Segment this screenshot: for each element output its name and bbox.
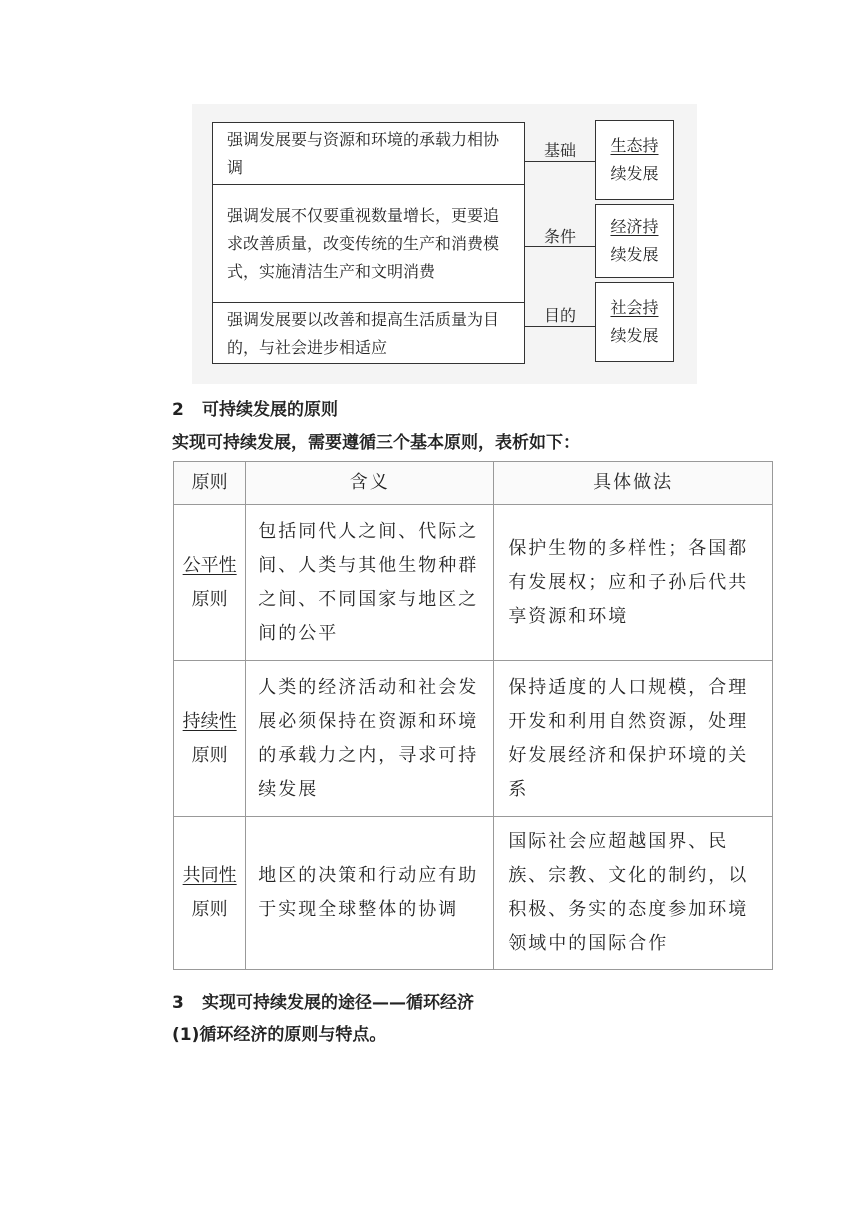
diagram-left-item-1: 强调发展要与资源和环境的承载力相协调 — [213, 123, 524, 185]
connector-line-3 — [525, 326, 595, 327]
connector-label-purpose: 目的 — [543, 306, 576, 325]
principle-cell: 持续性 原则 — [174, 661, 246, 817]
practice-cell: 保持适度的人口规模，合理开发和利用自然资源，处理好发展经济和保护环境的关系 — [494, 661, 773, 817]
table-row — [174, 505, 773, 661]
sustainability-diagram — [192, 104, 697, 384]
header-principle: 原则 — [174, 462, 246, 505]
section-3-heading: 3 实现可持续发展的途径——循环经济 — [172, 993, 474, 1013]
table-row — [174, 817, 773, 970]
principle-cell: 公平性 原则 — [174, 505, 246, 661]
table-header-row — [174, 462, 773, 505]
connector-label-foundation: 基础 — [543, 141, 576, 160]
meaning-cell: 人类的经济活动和社会发展必须保持在资源和环境的承载力之内，寻求可持续发展 — [246, 661, 494, 817]
section-2-intro: 实现可持续发展，需要遵循三个基本原则，表析如下： — [172, 433, 580, 453]
connector-line-2 — [525, 246, 595, 247]
diagram-left-item-3: 强调发展要以改善和提高生活质量为目的，与社会进步相适应 — [227, 310, 500, 357]
principles-table — [173, 461, 773, 970]
section-2-heading: 2 可持续发展的原则 — [172, 400, 338, 420]
diagram-right-ecological: 生态持 续发展 — [595, 120, 674, 200]
diagram-right-social: 社会持 续发展 — [595, 282, 674, 362]
section-3-subheading: (1)循环经济的原则与特点。 — [172, 1025, 387, 1045]
principle-cell: 共同性 原则 — [174, 817, 246, 970]
meaning-cell: 地区的决策和行动应有助于实现全球整体的协调 — [246, 817, 494, 970]
connector-line-1 — [525, 161, 595, 162]
practice-cell: 国际社会应超越国界、民族、宗教、文化的制约，以积极、务实的态度参加环境领域中的国际合作 — [494, 817, 773, 970]
header-practice: 具体做法 — [494, 462, 773, 505]
header-meaning: 含义 — [246, 462, 494, 505]
diagram-left-column — [212, 122, 525, 364]
table-row — [174, 661, 773, 817]
diagram-left-item-2: 强调发展不仅要重视数量增长，更要追求改善质量，改变传统的生产和消费模式，实施清洁生产和文明消费 — [213, 185, 524, 303]
connector-label-condition: 条件 — [543, 227, 576, 246]
diagram-right-economic: 经济持 续发展 — [595, 204, 674, 278]
meaning-cell: 包括同代人之间、代际之间、人类与其他生物种群之间、不同国家与地区之间的公平 — [246, 505, 494, 661]
practice-cell: 保护生物的多样性；各国都有发展权；应和子孙后代共享资源和环境 — [494, 505, 773, 661]
